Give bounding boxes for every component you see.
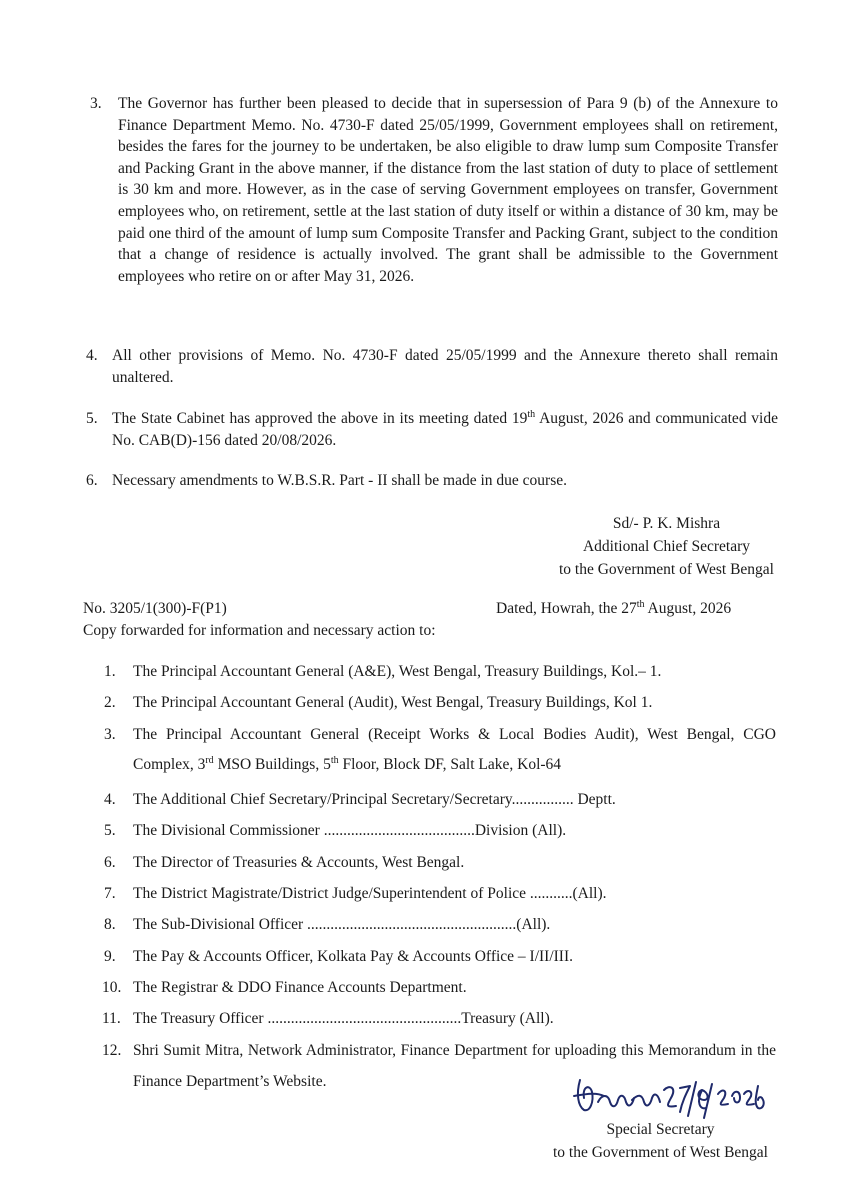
signature-block-acs	[559, 512, 774, 581]
signatory-name: Sd/- P. K. Mishra	[612, 515, 721, 532]
list-item-number: 4.	[104, 791, 116, 809]
signatory-office: to the Government of West Bengal	[553, 1144, 768, 1161]
list-item-text: Shri Sumit Mitra, Network Administrator, Finance Department for uploading this Memorandum in the Finance Department’s Website.	[133, 1041, 776, 1090]
memo-number: No. 3205/1(300)-F(P1)	[83, 600, 227, 617]
list-item-text: The Additional Chief Secretary/Principal Secretary/Secretary................ Deptt.	[133, 791, 616, 809]
paragraph-text: The State Cabinet has approved the above in its meeting dated 19	[112, 410, 528, 427]
list-item-text: The Principal Accountant General (Audit), West Bengal, Treasury Buildings, Kol 1.	[133, 694, 653, 712]
list-item	[104, 914, 776, 936]
ordinal-suffix: rd	[205, 754, 214, 766]
paragraph-6	[86, 470, 778, 492]
list-item-text: The Principal Accountant General (Receipt Works & Local Bodies Audit), West Bengal, CGO Complex, 3	[133, 725, 776, 773]
list-item-number: 5.	[104, 822, 116, 840]
list-item-number: 6.	[104, 853, 116, 871]
memo-date-text-cont: August, 2026	[644, 600, 732, 617]
paragraph-number: 4.	[86, 347, 98, 364]
list-item-text: The Pay & Accounts Officer, Kolkata Pay & Accounts Office – I/II/III.	[133, 947, 574, 965]
ordinal-suffix: th	[636, 598, 645, 610]
list-item	[104, 661, 776, 683]
list-item	[104, 852, 776, 874]
list-item	[104, 946, 776, 968]
paragraph-4	[86, 345, 778, 388]
list-item-number: 9.	[104, 947, 116, 965]
signatory-designation: Additional Chief Secretary	[582, 538, 750, 555]
ordinal-suffix: th	[527, 408, 536, 420]
list-item-number: 11.	[102, 1010, 121, 1028]
list-item-text: The Sub-Divisional Officer ......................................................(All).	[133, 916, 551, 934]
list-item-text-cont: Floor, Block DF, Salt Lake, Kol-64	[338, 755, 562, 773]
paragraph-5	[86, 408, 778, 451]
recipient-list	[104, 661, 776, 1106]
signature-block-special-secretary	[553, 1118, 768, 1164]
list-item-number: 2.	[104, 694, 116, 712]
list-item-text: The Registrar & DDO Finance Accounts Department.	[133, 978, 467, 996]
memo-date-text: Dated, Howrah, the 27	[496, 600, 637, 617]
list-item-text: The Treasury Officer ..................................................Treasury (All).	[133, 1010, 554, 1028]
paragraph-text-cont: August, 2026 and communicated vide No. CAB(D)-156 dated 20/08/2026.	[112, 410, 778, 449]
list-item	[104, 820, 776, 842]
paragraph-number: 3.	[90, 95, 102, 112]
list-item-number: 3.	[104, 725, 116, 743]
list-item-number: 10.	[102, 978, 122, 996]
paragraph-number: 6.	[86, 472, 98, 489]
list-item	[104, 883, 776, 905]
paragraph-3	[90, 93, 778, 287]
signatory-designation: Special Secretary	[606, 1121, 715, 1138]
list-item-number: 7.	[104, 885, 116, 903]
list-item	[104, 789, 776, 811]
signatory-office: to the Government of West Bengal	[559, 561, 774, 578]
list-item	[104, 692, 776, 714]
list-item-text: The Divisional Commissioner .......................................Division (All).	[133, 822, 567, 840]
list-item	[104, 977, 776, 999]
copy-forwarded-line: Copy forwarded for information and necessary action to:	[83, 622, 436, 639]
paragraph-text: Necessary amendments to W.B.S.R. Part - II shall be made in due course.	[112, 472, 567, 489]
list-item-text-cont: MSO Buildings, 5	[213, 755, 331, 773]
list-item-number: 12.	[102, 1041, 122, 1059]
paragraph-text: All other provisions of Memo. No. 4730-F dated 25/05/1999 and the Annexure thereto shall remain unaltered.	[112, 347, 778, 386]
list-item	[104, 1008, 776, 1030]
list-item-text: The Principal Accountant General (A&E), West Bengal, Treasury Buildings, Kol.– 1.	[133, 663, 662, 680]
list-item-text: The Director of Treasuries & Accounts, West Bengal.	[133, 853, 465, 871]
list-item-number: 8.	[104, 916, 116, 934]
memo-date	[496, 600, 731, 618]
paragraph-number: 5.	[86, 410, 98, 427]
list-item-number: 1.	[104, 663, 116, 680]
list-item-text: The District Magistrate/District Judge/Superintendent of Police ...........(All).	[133, 885, 607, 903]
list-item	[104, 720, 776, 780]
paragraph-text: The Governor has further been pleased to decide that in supersession of Para 9 (b) of the Annexure to Finance Department Memo. No. 4730-F dated 25/05/1999, Government employees shall on retirement, besides the fares for the journey to be undertaken, be also eligible to draw lump sum Composite Transfer and Packing Grant in the above manner, if the distance from the last station of duty to place of settlement is 30 km and more. However, as in the case of serving Government employees on transfer, Government employees who, on retirement, settle at the last station of duty itself or within a distance of 30 km, may be paid one third of the amount of lump sum Composite Transfer and Packing Grant, subject to the condition that a change of residence is actually involved. The grant shall be admissible to the Government employees who retire on or after May 31, 2026.	[118, 95, 778, 285]
ordinal-suffix: th	[330, 754, 339, 766]
